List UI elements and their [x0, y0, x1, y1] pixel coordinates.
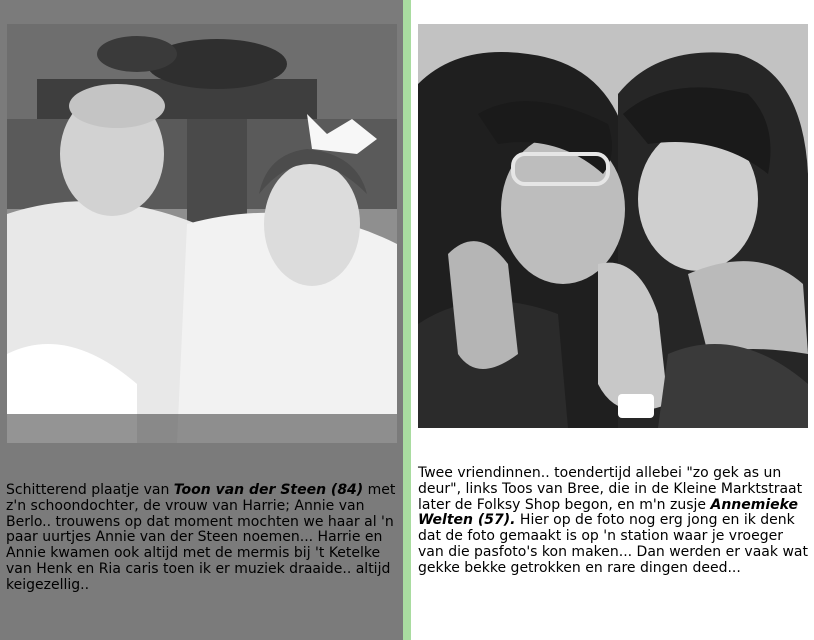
right-caption-body: Hier op de foto nog erg jong en ik denk dat de foto gemaakt is op 'n station waar je vroeger van die pasfoto's kon maken... Dan werden er vaak wat gekke bekke getrokken en rare dingen deed...: [418, 512, 808, 576]
right-caption-name: Annemieke Welten (57).: [418, 496, 798, 529]
right-panel: [411, 0, 814, 640]
right-caption-lead: Twee vriendinnen.. toendertijd allebei "zo gek as un deur", links Toos van Bree, die in de Kleine Marktstraat later de Folksy Shop begon, en m'n zusje: [418, 465, 803, 513]
left-caption-name: Toon van der Steen (84): [173, 482, 364, 498]
right-caption: [418, 466, 811, 577]
left-panel: [0, 0, 403, 640]
friends-photo: [418, 24, 808, 428]
wedding-photo: [7, 24, 397, 443]
left-caption-body: met z'n schoondochter, de vrouw van Harrie; Annie van Berlo.. trouwens op dat moment mochten we haar al 'n paar uurtjes Annie van der Steen noemen... Harrie en Annie kwamen ook altijd met de mermis bij 't Ketelke van Henk en Ria caris toen ik er muziek draaide.. altijd keigezellig..: [6, 482, 396, 593]
panel-divider: [403, 0, 411, 640]
left-caption-lead: Schitterend plaatje van: [6, 482, 174, 498]
left-caption: [6, 483, 401, 594]
